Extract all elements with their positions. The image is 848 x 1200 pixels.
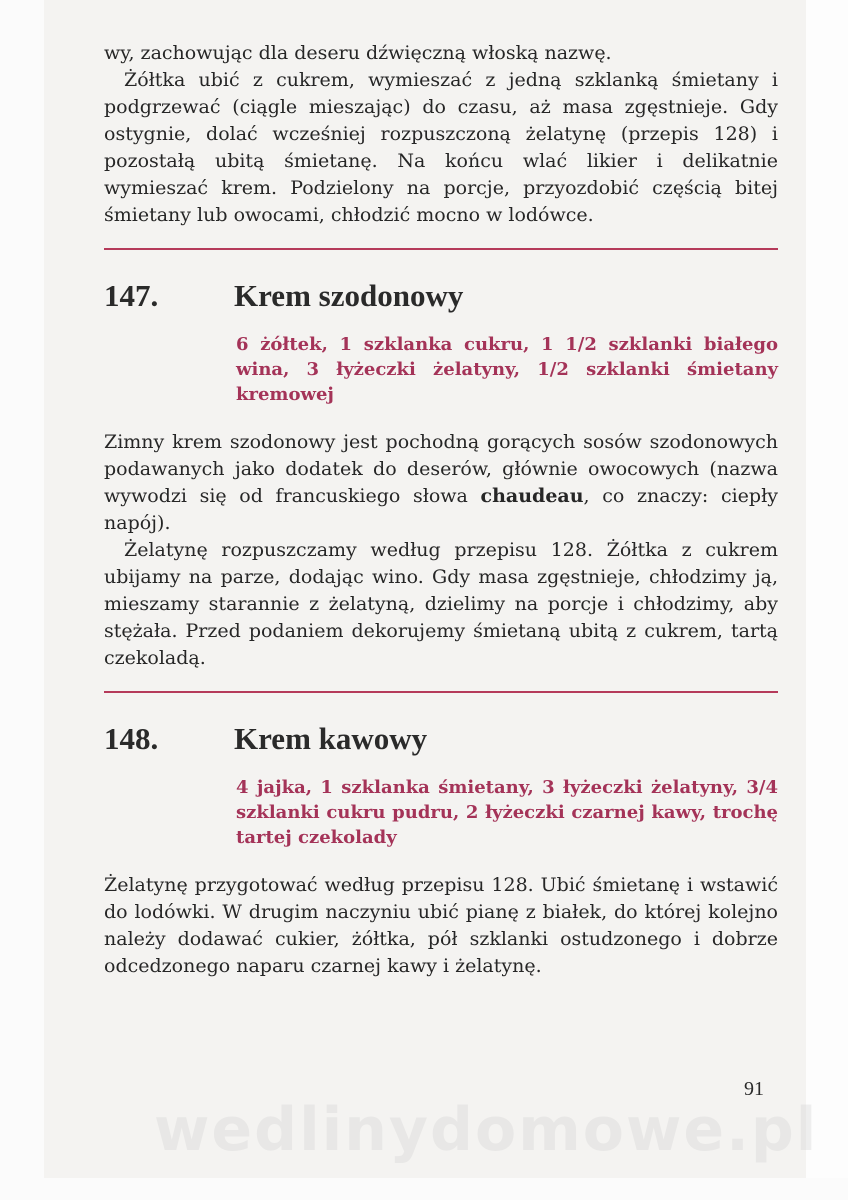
recipe-title: Krem kawowy xyxy=(234,721,428,756)
scan-margin-right xyxy=(805,0,848,1200)
recipe-148-method: Żelatynę przygotować według przepisu 128. Ubić śmietanę i wstawić do lodówki. W drugim naczyniu ubić pianę z białek, do której kolejno należy dodawać cukier, żółtka, pół szklanki ostudzonego i dobrze odcedzonego naparu czarnej kawy i żelatynę. xyxy=(104,874,778,977)
page-content xyxy=(104,40,778,980)
scan-margin-bottom xyxy=(0,1178,848,1200)
recipe-147-description xyxy=(104,429,778,537)
description-bold-word: chaudeau xyxy=(480,485,584,507)
description-text: Zimny krem szodonowy jest pochodną gorących sosów szodonowych podawanych jako dodatek do deserów, głównie owocowych (nazwa wywodzi się od francuskiego słowa xyxy=(104,431,778,507)
recipe-title: Krem szodonowy xyxy=(234,278,464,313)
description-text-end: , co znaczy: ciepły napój). xyxy=(104,485,778,534)
recipe-147-method: Żelatynę rozpuszczamy według przepisu 128. Żółtka z cukrem ubijamy na parze, dodając wino. Gdy masa zgęstnieje, chłodzimy ją, mieszamy starannie z żelatyną, dzielimy na porcje i chłodzimy, aby stężała. Przed podaniem dekorujemy śmietaną ubitą z cukrem, tartą czekoladą. xyxy=(104,539,778,669)
scan-margin-left xyxy=(0,0,45,1200)
section-divider xyxy=(104,248,778,250)
page-number: 91 xyxy=(744,1078,764,1100)
section-divider xyxy=(104,691,778,693)
intro-continuation: wy, zachowując dla deseru dźwięczną włoską nazwę. xyxy=(104,42,612,64)
recipe-number: 147. xyxy=(104,278,159,313)
book-page xyxy=(44,0,819,1178)
recipe-number: 148. xyxy=(104,721,159,756)
watermark: wedlinydomowe.pl xyxy=(154,1095,819,1165)
recipe-147-heading xyxy=(104,278,778,314)
recipe-148-heading xyxy=(104,721,778,757)
recipe-147-ingredients: 6 żółtek, 1 szklanka cukru, 1 1/2 szklanki białego wina, 3 łyżeczki żelatyny, 1/2 szklanki śmietany kremowej xyxy=(236,334,778,405)
recipe-148-ingredients: 4 jajka, 1 szklanka śmietany, 3 łyżeczki żelatyny, 3/4 szklanki cukru pudru, 2 łyżeczki czarnej kawy, trochę tartej czekolady xyxy=(236,777,778,848)
intro-paragraph: Żółtka ubić z cukrem, wymieszać z jedną szklanką śmietany i podgrzewać (ciągle mieszając) do czasu, aż masa zgęstnieje. Gdy ostygnie, dolać wcześniej rozpuszczoną żelatynę (przepis 128) i pozostałą ubitą śmietanę. Na końcu wlać likier i delikatnie wymieszać krem. Podzielony na porcje, przyozdobić częścią bitej śmietany lub owocami, chłodzić mocno w lodówce. xyxy=(104,69,778,226)
